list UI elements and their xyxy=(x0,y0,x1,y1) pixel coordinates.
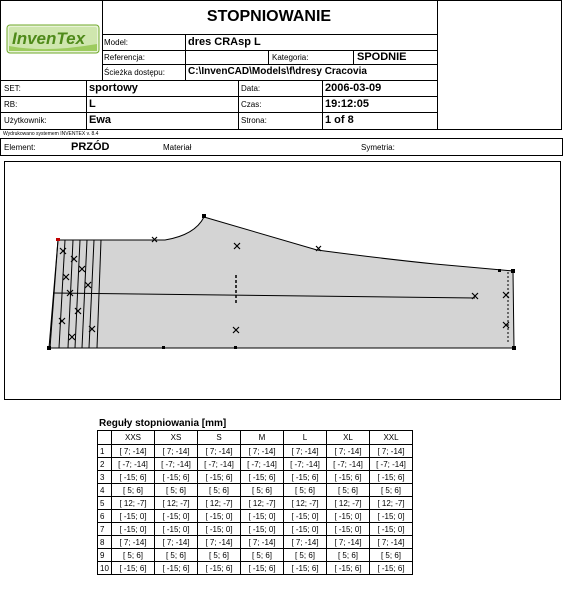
rule-cell: [ -15; 0] xyxy=(327,523,370,536)
rules-row xyxy=(98,445,413,458)
model-value: dres CRAsp L xyxy=(188,36,261,48)
rule-cell: [ 7; -14] xyxy=(155,445,198,458)
rule-cell: [ -15; 6] xyxy=(241,471,284,484)
uzytkownik-label: Użytkownik: xyxy=(4,116,47,125)
rule-cell: [ 7; -14] xyxy=(112,445,155,458)
rule-cell: [ 5; 6] xyxy=(370,484,413,497)
czas-label: Czas: xyxy=(241,100,262,109)
strona-label: Strona: xyxy=(241,116,267,125)
pattern-drawing xyxy=(5,162,560,399)
row-index: 7 xyxy=(98,523,112,536)
pattern-drawing-frame xyxy=(4,161,561,400)
sciezka-label: Ścieżka dostępu: xyxy=(104,68,165,77)
col-header: L xyxy=(284,431,327,445)
row-index: 1 xyxy=(98,445,112,458)
rule-cell: [ 5; 6] xyxy=(241,484,284,497)
rule-cell: [ -15; 6] xyxy=(155,471,198,484)
row-index: 6 xyxy=(98,510,112,523)
rule-cell: [ -15; 6] xyxy=(327,471,370,484)
rule-cell: [ 12; -7] xyxy=(241,497,284,510)
rb-value: L xyxy=(89,98,96,110)
rule-cell: [ 12; -7] xyxy=(284,497,327,510)
rule-cell: [ -15; 6] xyxy=(198,471,241,484)
data-label: Data: xyxy=(241,84,261,93)
rule-cell: [ -15; 0] xyxy=(198,510,241,523)
czas-value: 19:12:05 xyxy=(325,98,370,110)
rule-cell: [ 7; -14] xyxy=(370,536,413,549)
rule-cell: [ -7; -14] xyxy=(241,458,284,471)
rules-row xyxy=(98,458,413,471)
rules-corner-cell xyxy=(98,431,112,445)
rule-cell: [ -7; -14] xyxy=(155,458,198,471)
rule-cell: [ 7; -14] xyxy=(241,536,284,549)
rules-table xyxy=(97,430,413,575)
rule-cell: [ 7; -14] xyxy=(327,536,370,549)
rule-cell: [ 5; 6] xyxy=(284,484,327,497)
rule-cell: [ -15; 0] xyxy=(112,523,155,536)
rules-row xyxy=(98,549,413,562)
rule-cell: [ -15; 6] xyxy=(241,562,284,575)
strona-value: 1 of 8 xyxy=(325,114,354,126)
rule-cell: [ 7; -14] xyxy=(112,536,155,549)
rule-cell: [ -15; 6] xyxy=(155,562,198,575)
rule-cell: [ -15; 0] xyxy=(241,523,284,536)
rule-cell: [ 5; 6] xyxy=(284,549,327,562)
generated-note: Wydrukowano systemem INVENTEX v. 8.4 xyxy=(3,131,99,137)
rule-cell: [ -15; 0] xyxy=(155,510,198,523)
model-label: Model: xyxy=(104,38,129,47)
rule-cell: [ -15; 6] xyxy=(370,562,413,575)
rule-cell: [ -15; 6] xyxy=(284,471,327,484)
data-value: 2006-03-09 xyxy=(325,82,382,94)
rule-cell: [ 5; 6] xyxy=(155,549,198,562)
rule-cell: [ 5; 6] xyxy=(327,549,370,562)
rule-cell: [ 5; 6] xyxy=(327,484,370,497)
element-row xyxy=(0,138,563,156)
rules-row xyxy=(98,562,413,575)
rule-cell: [ -7; -14] xyxy=(112,458,155,471)
rule-cell: [ 7; -14] xyxy=(284,445,327,458)
rule-cell: [ -15; 0] xyxy=(370,523,413,536)
rule-cell: [ 5; 6] xyxy=(155,484,198,497)
rules-row xyxy=(98,497,413,510)
col-header: XL xyxy=(327,431,370,445)
rule-cell: [ -7; -14] xyxy=(370,458,413,471)
referencja-label: Referencja: xyxy=(104,53,145,62)
rule-cell: [ 5; 6] xyxy=(112,549,155,562)
symetria-label: Symetria: xyxy=(361,143,395,152)
rule-cell: [ -15; 0] xyxy=(155,523,198,536)
rule-cell: [ 7; -14] xyxy=(241,445,284,458)
rule-cell: [ 7; -14] xyxy=(327,445,370,458)
rule-cell: [ -15; 6] xyxy=(370,471,413,484)
rule-cell: [ -7; -14] xyxy=(284,458,327,471)
rule-cell: [ 12; -7] xyxy=(112,497,155,510)
rules-row xyxy=(98,510,413,523)
row-index: 10 xyxy=(98,562,112,575)
row-index: 4 xyxy=(98,484,112,497)
element-value: PRZÓD xyxy=(71,141,110,153)
uzytkownik-value: Ewa xyxy=(89,114,112,126)
start-point xyxy=(56,238,60,241)
rule-cell: [ 7; -14] xyxy=(198,445,241,458)
rule-cell: [ 12; -7] xyxy=(370,497,413,510)
header-block xyxy=(0,0,562,130)
element-label: Element: xyxy=(4,143,36,152)
rule-cell: [ -15; 6] xyxy=(327,562,370,575)
rule-cell: [ 5; 6] xyxy=(198,484,241,497)
row-index: 5 xyxy=(98,497,112,510)
row-index: 2 xyxy=(98,458,112,471)
rules-row xyxy=(98,523,413,536)
rule-cell: [ 7; -14] xyxy=(284,536,327,549)
row-index: 8 xyxy=(98,536,112,549)
rule-cell: [ -15; 0] xyxy=(112,510,155,523)
rule-cell: [ -15; 0] xyxy=(198,523,241,536)
rule-cell: [ -15; 0] xyxy=(370,510,413,523)
set-label: SET: xyxy=(4,84,21,93)
rule-cell: [ -15; 0] xyxy=(284,510,327,523)
rule-cell: [ -15; 6] xyxy=(198,562,241,575)
rule-cell: [ 7; -14] xyxy=(370,445,413,458)
rule-cell: [ 7; -14] xyxy=(155,536,198,549)
logo-text: InvenTex xyxy=(12,29,86,48)
rule-cell: [ 5; 6] xyxy=(112,484,155,497)
rule-cell: [ 7; -14] xyxy=(198,536,241,549)
rule-cell: [ 5; 6] xyxy=(198,549,241,562)
rule-cell: [ -15; 0] xyxy=(284,523,327,536)
pattern-piece xyxy=(49,217,514,348)
rule-cell: [ 5; 6] xyxy=(241,549,284,562)
rules-header-row xyxy=(98,431,413,445)
rule-cell: [ -15; 6] xyxy=(284,562,327,575)
rules-row xyxy=(98,536,413,549)
rule-cell: [ -15; 0] xyxy=(327,510,370,523)
rule-cell: [ 12; -7] xyxy=(198,497,241,510)
rb-label: RB: xyxy=(4,100,18,109)
material-label: Materiał xyxy=(163,143,192,152)
rule-cell: [ -15; 6] xyxy=(112,471,155,484)
row-index: 3 xyxy=(98,471,112,484)
rule-cell: [ 5; 6] xyxy=(370,549,413,562)
rule-cell: [ 12; -7] xyxy=(327,497,370,510)
kategoria-value: SPODNIE xyxy=(357,51,407,63)
page-title: STOPNIOWANIE xyxy=(206,8,332,25)
kategoria-label: Kategoria: xyxy=(272,53,309,62)
rules-title: Reguły stopniowania [mm] xyxy=(99,418,227,429)
set-value: sportowy xyxy=(89,82,138,94)
col-header: XXL xyxy=(370,431,413,445)
rule-cell: [ -15; 0] xyxy=(241,510,284,523)
rules-row xyxy=(98,484,413,497)
col-header: XXS xyxy=(112,431,155,445)
row-index: 9 xyxy=(98,549,112,562)
rules-row xyxy=(98,471,413,484)
rule-cell: [ -15; 6] xyxy=(112,562,155,575)
sciezka-value: C:\InvenCAD\Models\f\dresy Cracovia xyxy=(188,66,367,77)
col-header: XS xyxy=(155,431,198,445)
rule-cell: [ -7; -14] xyxy=(327,458,370,471)
rule-cell: [ -7; -14] xyxy=(198,458,241,471)
rule-cell: [ 12; -7] xyxy=(155,497,198,510)
col-header: S xyxy=(198,431,241,445)
col-header: M xyxy=(241,431,284,445)
